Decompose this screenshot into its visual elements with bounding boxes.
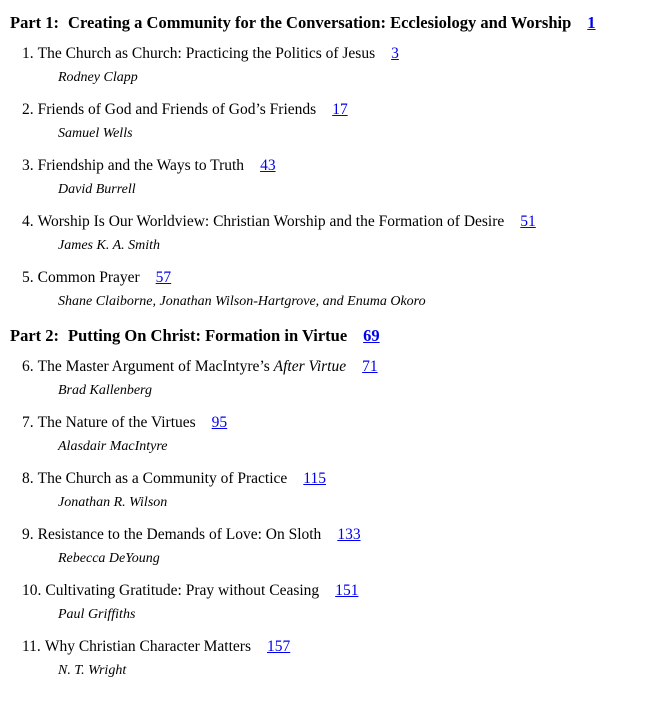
chapter-page-link[interactable]: 43 — [260, 157, 276, 174]
part-header — [10, 325, 655, 347]
chapter-author: Rodney Clapp — [58, 70, 138, 85]
chapter-page-link[interactable]: 157 — [266, 638, 291, 655]
chapter-title: Resistance to the Demands of Love: On Sloth — [37, 526, 322, 543]
toc-chapter-entry — [22, 99, 655, 143]
toc-chapter-entry — [22, 211, 655, 255]
toc-chapter-entry — [22, 468, 655, 512]
part-title: Putting On Christ: Formation in Virtue — [68, 326, 348, 345]
part-title: Creating a Community for the Conversation: Ecclesiology and Worship — [68, 13, 572, 32]
chapter-author: Brad Kallenberg — [58, 383, 152, 398]
toc-chapter-entry — [22, 412, 655, 456]
chapter-title: Friends of God and Friends of God’s Friends — [37, 101, 317, 118]
chapter-author: Samuel Wells — [58, 126, 133, 141]
part-page-link[interactable]: 69 — [363, 326, 380, 345]
chapter-number: 1. — [22, 45, 34, 62]
chapter-title-line — [22, 636, 655, 658]
chapter-title: Worship Is Our Worldview: Christian Worship and the Formation of Desire — [37, 213, 505, 230]
chapter-title-line — [22, 43, 655, 65]
chapter-title-line — [22, 99, 655, 121]
chapter-author: Jonathan R. Wilson — [58, 495, 168, 510]
chapter-title: The Church as Church: Practicing the Politics of Jesus — [37, 45, 376, 62]
toc-chapter-entry — [22, 356, 655, 400]
chapter-list — [10, 356, 655, 680]
chapter-title: Friendship and the Ways to Truth — [37, 157, 245, 174]
chapter-author: Rebecca DeYoung — [58, 551, 160, 566]
chapter-page-link[interactable]: 51 — [520, 213, 536, 230]
chapter-author: David Burrell — [58, 182, 136, 197]
chapter-number: 7. — [22, 414, 34, 431]
table-of-contents — [10, 12, 655, 680]
toc-chapter-entry — [22, 267, 655, 311]
chapter-title-line — [22, 155, 655, 177]
part-header — [10, 12, 655, 34]
chapter-number: 8. — [22, 470, 34, 487]
chapter-number: 9. — [22, 526, 34, 543]
chapter-title: Common Prayer — [37, 269, 140, 286]
chapter-title: Cultivating Gratitude: Pray without Ceasing — [45, 582, 320, 599]
chapter-title: Why Christian Character Matters — [44, 638, 251, 655]
chapter-page-link[interactable]: 133 — [337, 526, 361, 543]
chapter-author: James K. A. Smith — [58, 238, 161, 253]
toc-chapter-entry — [22, 580, 655, 624]
chapter-page-link[interactable]: 115 — [303, 470, 326, 487]
chapter-title-italic: After Virtue — [273, 358, 347, 375]
toc-chapter-entry — [22, 524, 655, 568]
part-page-link[interactable]: 1 — [587, 13, 596, 32]
chapter-author: Alasdair MacIntyre — [58, 439, 168, 454]
chapter-title-line — [22, 524, 655, 546]
chapter-page-link[interactable]: 151 — [335, 582, 359, 599]
toc-part — [10, 325, 655, 680]
chapter-title-line — [22, 468, 655, 490]
toc-chapter-entry — [22, 155, 655, 199]
chapter-title: The Church as a Community of Practice — [37, 470, 288, 487]
chapter-author: Paul Griffiths — [58, 607, 136, 622]
chapter-title-line — [22, 580, 655, 602]
chapter-title-line — [22, 356, 655, 378]
chapter-page-link[interactable]: 3 — [391, 45, 399, 62]
chapter-title-line — [22, 267, 655, 289]
chapter-page-link[interactable]: 71 — [362, 358, 378, 375]
chapter-page-link[interactable]: 57 — [155, 269, 172, 286]
chapter-number: 11. — [22, 638, 41, 655]
chapter-title: The Master Argument of MacIntyre’s — [37, 358, 274, 375]
toc-part — [10, 12, 655, 311]
chapter-author: N. T. Wright — [58, 663, 127, 678]
toc-chapter-entry — [22, 636, 655, 680]
chapter-title: The Nature of the Virtues — [37, 414, 196, 431]
chapter-number: 6. — [22, 358, 34, 375]
chapter-title-line — [22, 412, 655, 434]
chapter-number: 2. — [22, 101, 34, 118]
chapter-page-link[interactable]: 95 — [211, 414, 228, 431]
toc-chapter-entry — [22, 43, 655, 87]
chapter-number: 10. — [22, 582, 42, 599]
chapter-list — [10, 43, 655, 311]
chapter-title-line — [22, 211, 655, 233]
chapter-author: Shane Claiborne, Jonathan Wilson-Hartgrove, and Enuma Okoro — [58, 294, 426, 309]
part-label: Part 1: — [10, 13, 60, 32]
chapter-page-link[interactable]: 17 — [332, 101, 348, 118]
part-label: Part 2: — [10, 326, 60, 345]
chapter-number: 4. — [22, 213, 34, 230]
chapter-number: 3. — [22, 157, 34, 174]
chapter-number: 5. — [22, 269, 34, 286]
